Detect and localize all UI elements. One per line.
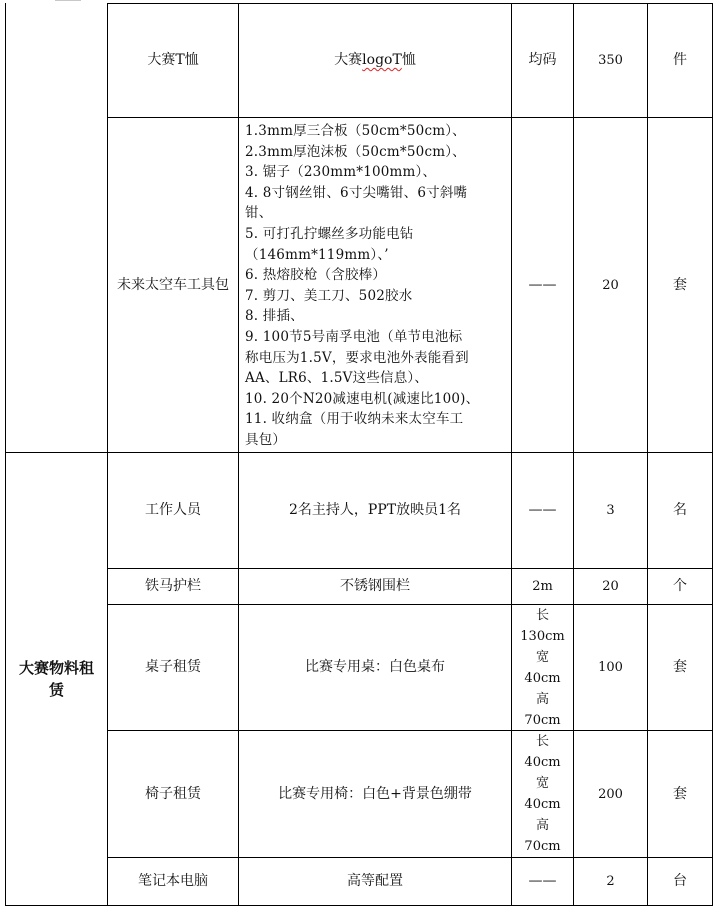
- item-spec: 2m: [532, 579, 553, 594]
- item-unit: 套: [673, 659, 687, 675]
- item-description: 大赛logoT恤: [334, 52, 416, 68]
- item-name: 工作人员: [145, 502, 201, 518]
- scan-artifact-line: [55, 0, 81, 1]
- spec-line: 40cm: [524, 797, 561, 812]
- unit-cell: [648, 731, 712, 857]
- item-cell: [108, 453, 238, 568]
- spec-line: 40cm: [524, 755, 561, 770]
- item-quantity: 3: [606, 503, 615, 518]
- spec-cell: [512, 4, 573, 117]
- unit-cell: [648, 569, 712, 604]
- list-item: 称电压为1.5V，要求电池外表能看到: [245, 349, 469, 366]
- description-cell: [239, 569, 511, 604]
- list-item: 9. 100节5号南孚电池（单节电池标: [245, 328, 463, 345]
- spec-line: 70cm: [524, 712, 561, 728]
- item-cell: [108, 569, 238, 604]
- category-label: 大赛物料租赁: [18, 659, 94, 699]
- item-unit: 套: [673, 276, 687, 293]
- item-spec: ——: [528, 276, 557, 293]
- spec-line: 宽: [535, 776, 549, 791]
- spec-cell: [512, 858, 573, 905]
- description-cell: [239, 4, 511, 117]
- item-description: 比赛专用桌：白色桌布: [305, 659, 445, 675]
- list-item: 10. 20个N20减速电机(减速比100)、: [245, 390, 480, 407]
- list-item: 8. 排插、: [245, 308, 304, 325]
- item-name: 未来太空车工具包: [117, 276, 229, 293]
- list-item: 1.3mm厚三合板（50cm*50cm）、: [245, 123, 466, 139]
- item-description: 高等配置: [347, 873, 403, 889]
- spec-line: 宽: [535, 649, 549, 665]
- unit-cell: [648, 858, 712, 905]
- item-spec: 均码: [528, 52, 557, 68]
- unit-cell: [648, 453, 712, 568]
- list-item: 具包）: [245, 431, 287, 448]
- item-quantity: 100: [598, 660, 623, 675]
- item-name: 笔记本电脑: [138, 873, 208, 889]
- list-item: 5. 可打孔拧螺丝多功能电钻: [245, 225, 414, 242]
- item-name: 椅子租赁: [145, 785, 201, 802]
- spec-line: 长: [535, 607, 549, 623]
- description-cell: [239, 118, 511, 452]
- spec-cell: [512, 118, 573, 452]
- unit-cell: [648, 4, 712, 117]
- item-quantity: 350: [598, 53, 623, 68]
- description-cell: [239, 453, 511, 568]
- item-spec: ——: [528, 873, 557, 889]
- category-cell: [6, 453, 107, 905]
- spec-cell: [512, 605, 573, 730]
- item-description: 2名主持人，PPT放映员1名: [289, 502, 461, 518]
- spec-cell: [512, 569, 573, 604]
- item-unit: 套: [673, 785, 687, 802]
- toolkit-contents-list: [245, 121, 479, 451]
- list-item: 11. 收纳盒（用于收纳未来太空车工: [245, 411, 464, 428]
- list-item: 3. 锯子（230mm*100mm）、: [245, 164, 437, 181]
- item-spec: ——: [528, 502, 557, 518]
- spec-line: 130cm: [520, 628, 565, 644]
- item-quantity: 20: [602, 579, 619, 594]
- spec-cell: [512, 731, 573, 857]
- spec-line: 40cm: [524, 670, 561, 686]
- quantity-cell: [574, 453, 647, 568]
- item-unit: 个: [673, 578, 687, 594]
- spec-line: 高: [535, 818, 549, 833]
- quantity-cell: [574, 569, 647, 604]
- quantity-cell: [574, 118, 647, 452]
- item-unit: 件: [673, 52, 687, 68]
- spec-line: 长: [535, 734, 549, 749]
- description-cell: [239, 605, 511, 730]
- description-cell: [239, 858, 511, 905]
- list-item: AA、LR6、1.5V这些信息）、: [245, 370, 429, 387]
- table-border-right: [712, 3, 713, 906]
- item-description: 比赛专用椅：白色+背景色绷带: [278, 785, 472, 802]
- item-name: 大赛T恤: [147, 52, 199, 68]
- item-quantity: 2: [606, 874, 615, 889]
- item-quantity: 200: [598, 786, 623, 802]
- unit-cell: [648, 605, 712, 730]
- item-cell: [108, 858, 238, 905]
- item-name: 桌子租赁: [145, 659, 201, 675]
- quantity-cell: [574, 858, 647, 905]
- unit-cell: [648, 118, 712, 452]
- list-item: （146mm*119mm）、’: [245, 246, 389, 263]
- quantity-cell: [574, 605, 647, 730]
- list-item: 6. 热熔胶枪（含胶棒）: [245, 267, 387, 284]
- list-item: 钳、: [245, 205, 273, 222]
- spec-line: 70cm: [524, 839, 561, 854]
- list-item: 2.3mm厚泡沫板（50cm*50cm）、: [245, 143, 466, 160]
- list-item: 4. 8寸钢丝钳、6寸尖嘴钳、6寸斜嘴: [245, 184, 468, 201]
- item-cell: [108, 4, 238, 117]
- item-cell: [108, 605, 238, 730]
- item-cell: [108, 118, 238, 452]
- quantity-cell: [574, 4, 647, 117]
- quantity-cell: [574, 731, 647, 857]
- item-unit: 台: [673, 873, 687, 889]
- spec-cell: [512, 453, 573, 568]
- spec-line: 高: [535, 691, 549, 707]
- item-cell: [108, 731, 238, 857]
- item-quantity: 20: [602, 277, 619, 293]
- list-item: 7. 剪刀、美工刀、502胶水: [245, 287, 413, 304]
- item-description: 不锈钢围栏: [340, 578, 410, 594]
- item-name: 铁马护栏: [145, 578, 201, 594]
- table-border-bottom: [5, 905, 713, 906]
- description-cell: [239, 731, 511, 857]
- item-unit: 名: [673, 502, 687, 518]
- spellcheck-marked-word: logoT: [362, 52, 402, 68]
